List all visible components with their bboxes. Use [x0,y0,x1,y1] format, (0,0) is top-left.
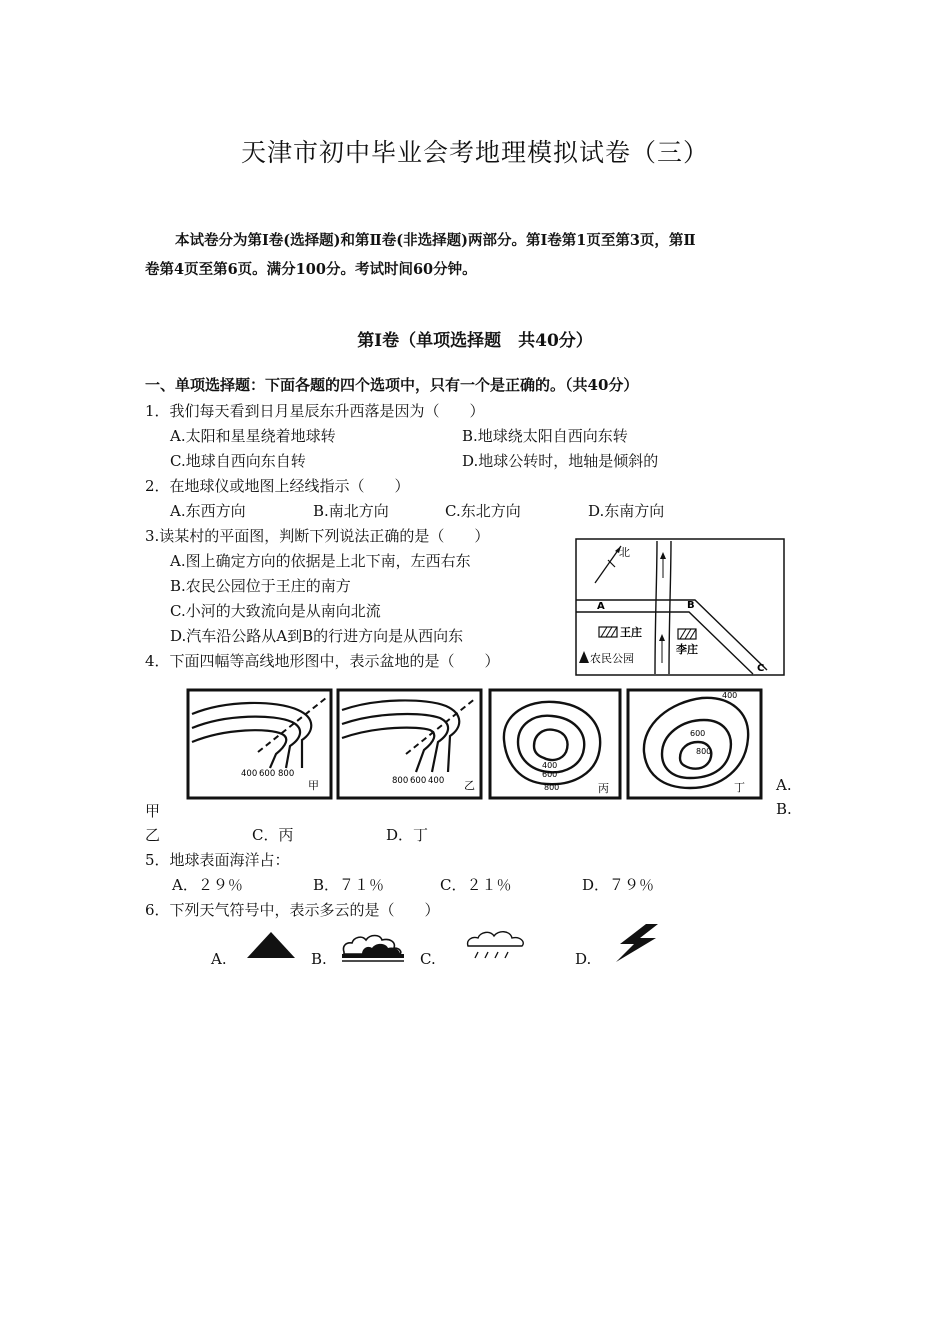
intro-line-2: 卷第4页至第6页。满分100分。考试时间60分钟。 [145,261,477,278]
question-1-option-d: D.地球公转时，地轴是倾斜的 [462,452,659,470]
question-4-option-a-marker: A. [776,776,792,794]
question-4-option-c: C．丙 [252,826,294,844]
lizhuang-symbol-icon [678,629,696,639]
question-2-option-c: C.东北方向 [445,502,521,520]
question-4-option-a-text: 甲 [145,802,161,820]
yi-contour-800: 800 [392,776,409,786]
wangzhuang-symbol-icon [599,627,617,637]
contour-map-yi [338,690,481,798]
bing-contour-600: 600 [542,770,558,779]
lightning-symbol-icon [612,922,662,964]
question-6-stem: 6．下列天气符号中，表示多云的是（ ） [145,901,440,919]
intro-paragraph [145,226,815,284]
ding-contour-800: 800 [696,747,712,756]
part-heading: 一、单项选择题：下面各题的四个选项中，只有一个是正确的。（共40分） [145,376,639,394]
bing-contour-800: 800 [544,783,560,792]
yi-label: 乙 [464,779,475,792]
question-4-stem: 4．下面四幅等高线地形图中，表示盆地的是（ ） [145,652,500,670]
park-triangle-icon [579,651,589,663]
question-2-option-d: D.东南方向 [588,502,665,520]
question-3-stem: 3.读某村的平面图，判断下列说法正确的是（ ） [145,527,490,545]
question-2-option-a: A.东西方向 [170,502,246,520]
question-1-option-a: A.太阳和星星绕着地球转 [170,427,336,445]
park-label: 农民公园 [590,652,634,665]
question-5-stem: 5．地球表面海洋占： [145,851,290,869]
point-c-label: C [757,663,765,674]
north-arrow-icon [595,546,621,583]
jia-contour-600: 600 [259,769,276,779]
jia-label: 甲 [308,779,319,792]
question-6-option-a: A. [211,950,227,968]
cloudy-symbol-icon [338,926,408,964]
question-6-option-b: B. [311,950,327,968]
question-5-option-c: C．２１％ [440,876,512,894]
wangzhuang-label: 王庄 [620,626,642,639]
lizhuang-label: 李庄 [676,643,698,656]
question-4-option-d: D．丁 [386,826,429,844]
point-a-label: A [597,601,605,612]
ding-contour-400: 400 [722,691,738,700]
question-5-option-b: B．７１％ [313,876,385,894]
yi-contour-600: 600 [410,776,427,786]
ding-label: 丁 [734,781,745,794]
question-4-option-b-text: 乙 [145,826,161,844]
jia-contour-400: 400 [241,769,258,779]
rain-cloud-symbol-icon [462,926,528,966]
intro-line-1: 本试卷分为第Ⅰ卷(选择题)和第Ⅱ卷(非选择题)两部分。第Ⅰ卷第1页至第3页，第Ⅱ [175,232,696,249]
question-2-stem: 2．在地球仪或地图上经线指示（ ） [145,477,410,495]
question-3-option-b: B.农民公园位于王庄的南方 [170,577,351,595]
point-b-label: B [687,600,695,611]
bing-contour-400: 400 [542,761,558,770]
question-1-option-b: B.地球绕太阳自西向东转 [462,427,628,445]
question-2-option-b: B.南北方向 [313,502,389,520]
village-plan-map [575,538,785,678]
question-4-option-b-marker: B. [776,800,792,818]
question-3-option-d: D.汽车沿公路从A到B的行进方向是从西向东 [170,627,464,645]
triangle-symbol-icon [245,930,297,960]
yi-contour-400: 400 [428,776,445,786]
question-1-option-c: C.地球自西向东自转 [170,452,306,470]
question-1-stem: 1．我们每天看到日月星辰东升西落是因为（ ） [145,402,485,420]
contour-map-jia [188,690,331,798]
question-5-option-d: D．７９％ [582,876,655,894]
bing-label: 丙 [598,782,609,795]
contour-map-ding [628,690,761,798]
contour-maps-figure [186,688,766,802]
river [655,541,671,674]
jia-contour-800: 800 [278,769,295,779]
section-title: 第Ⅰ卷（单项选择题 共40分） [357,331,593,351]
page-title: 天津市初中毕业会考地理模拟试卷（三） [240,138,709,167]
question-6-option-c: C. [420,950,436,968]
question-6-option-d: D. [575,950,592,968]
ding-contour-600: 600 [690,729,706,738]
question-5-option-a: A．２９％ [172,876,243,894]
question-3-option-a: A.图上确定方向的依据是上北下南，左西右东 [170,552,471,570]
north-label: 北 [619,546,630,559]
question-3-option-c: C.小河的大致流向是从南向北流 [170,602,381,620]
contour-map-bing [490,690,620,798]
